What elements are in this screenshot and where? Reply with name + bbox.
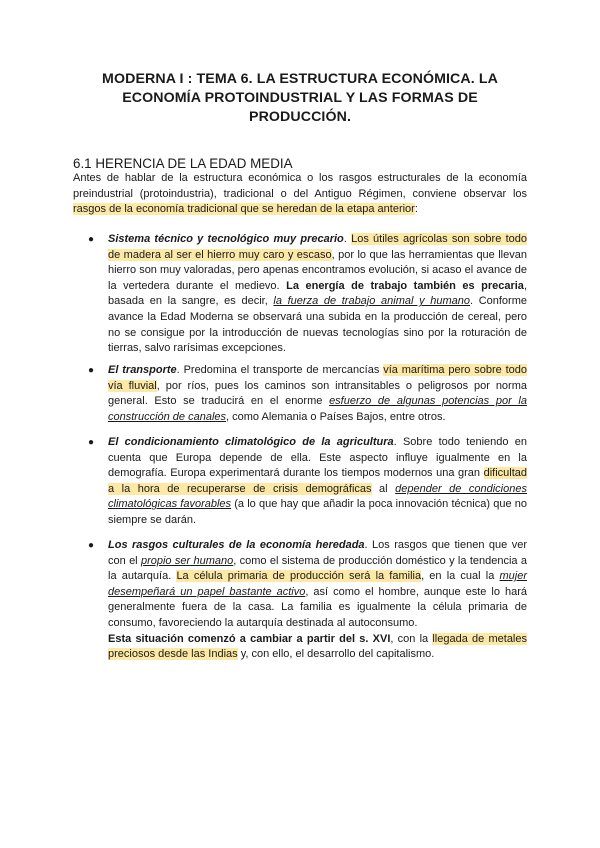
title-line-3: PRODUCCIÓN. <box>249 109 351 125</box>
intro-paragraph <box>73 171 527 218</box>
text-run: , en la cual la <box>421 570 500 583</box>
text-run: , como Alemania o Países Bajos, entre otros. <box>226 410 446 423</box>
underlined-text: propio ser humano <box>140 554 234 567</box>
title-line-2: ECONOMÍA PROTOINDUSTRIAL Y LAS FORMAS DE <box>122 90 478 106</box>
highlight: La célula primaria de producción será la familia <box>176 570 422 583</box>
bullet-text <box>108 232 527 357</box>
text-run: , como el sistema de producción doméstico y la tendencia a la autarquía. <box>108 554 527 583</box>
document-title <box>90 70 510 127</box>
title-line-1: MODERNA I : TEMA 6. LA ESTRUCTURA ECONÓMICA. LA <box>102 71 498 87</box>
bullet-text <box>108 538 527 663</box>
text-run: . Los rasgos que tienen que ver con el <box>108 539 527 567</box>
highlight: dificultad a la hora de recuperarse de crisis demográficas <box>108 467 527 495</box>
text-run: al <box>371 482 396 495</box>
text-run: . <box>343 233 352 245</box>
underlined-text: depender de condiciones climatológicas favorables <box>108 482 527 511</box>
text-run: , así como el hombre, aunque este lo hará generalmente fuera de la casa. La familia es igualmente la célula primaria de consumo, favoreciendo la autarquía destinada al autoconsumo. <box>108 585 527 629</box>
text-run: . Predomina el transporte de mercancías <box>176 364 384 376</box>
bold-text: La energía de trabajo también es precaria <box>286 279 524 292</box>
section-heading: 6.1 HERENCIA DE LA EDAD MEDIA <box>73 156 293 171</box>
bold-text: Esta situación comenzó a cambiar a partir del s. XVI <box>108 632 391 645</box>
intro-highlight: rasgos de la economía tradicional que se heredan de la etapa anterior <box>73 203 415 216</box>
highlight: Los útiles agrícolas son sobre todo de madera al ser el hierro muy caro y escaso <box>108 233 527 261</box>
bullet-heading: Los rasgos culturales de la economía heredada <box>108 539 365 551</box>
text-run: (a lo que hay que añadir la poca innovación técnica) que no siempre se darán. <box>108 498 527 526</box>
text-run: , por lo que las herramientas que llevan hierro son muy valoradas, pero apenas encontramos evolución, si acaso el avance de la vertedera durante el medievo. <box>108 248 527 292</box>
bullet-marker: ● <box>88 234 95 245</box>
highlight: llegada de metales preciosos desde las Indias <box>108 632 527 661</box>
text-run: . Conforme avance la Edad Moderna se observará una subida en la producción de cereal, pero no se consigue por la introducción de nuevas tecnologías sino por la roturación de tierras, salvo rarísimas excepciones. <box>108 295 527 355</box>
text-run: , basada en la sangre, es decir, <box>108 279 527 308</box>
underlined-text: esfuerzo de algunas potencias por la construcción de canales <box>108 395 527 423</box>
intro-text-end: : <box>414 203 418 216</box>
underlined-text: mujer desempeñará un papel bastante activo <box>108 570 527 598</box>
text-run: , con la <box>390 632 433 645</box>
highlight: vía marítima pero sobre todo vía fluvial <box>108 364 528 392</box>
underlined-text: la fuerza de trabajo animal y humano <box>273 295 470 308</box>
text-run: . Sobre todo teniendo en cuenta que Europa depende de ella. Este aspecto influye igualmente en la demografía. Europa experimentará durante los tiempos modernos una gran <box>108 436 527 480</box>
bullet-text <box>108 363 527 425</box>
bullet-heading: El condicionamiento climatológico de la agricultura <box>108 436 394 448</box>
bullet-marker: ● <box>88 540 95 551</box>
bullet-text <box>108 435 527 529</box>
bullet-heading: Sistema técnico y tecnológico muy precario <box>108 233 344 245</box>
text-run: y, con ello, el desarrollo del capitalismo. <box>237 648 435 661</box>
bullet-marker: ● <box>88 437 95 448</box>
bullet-heading: El transporte <box>108 364 177 376</box>
text-run: , por ríos, pues los caminos son intransitables o peligrosos por norma general. Esto se traducirá en el enorme <box>108 379 527 408</box>
bullet-marker: ● <box>88 365 95 376</box>
intro-text: Antes de hablar de la estructura económica o los rasgos estructurales de la economía preindustrial (protoindustria), tradicional o del Antiguo Régimen, conviene observar los <box>73 172 527 200</box>
